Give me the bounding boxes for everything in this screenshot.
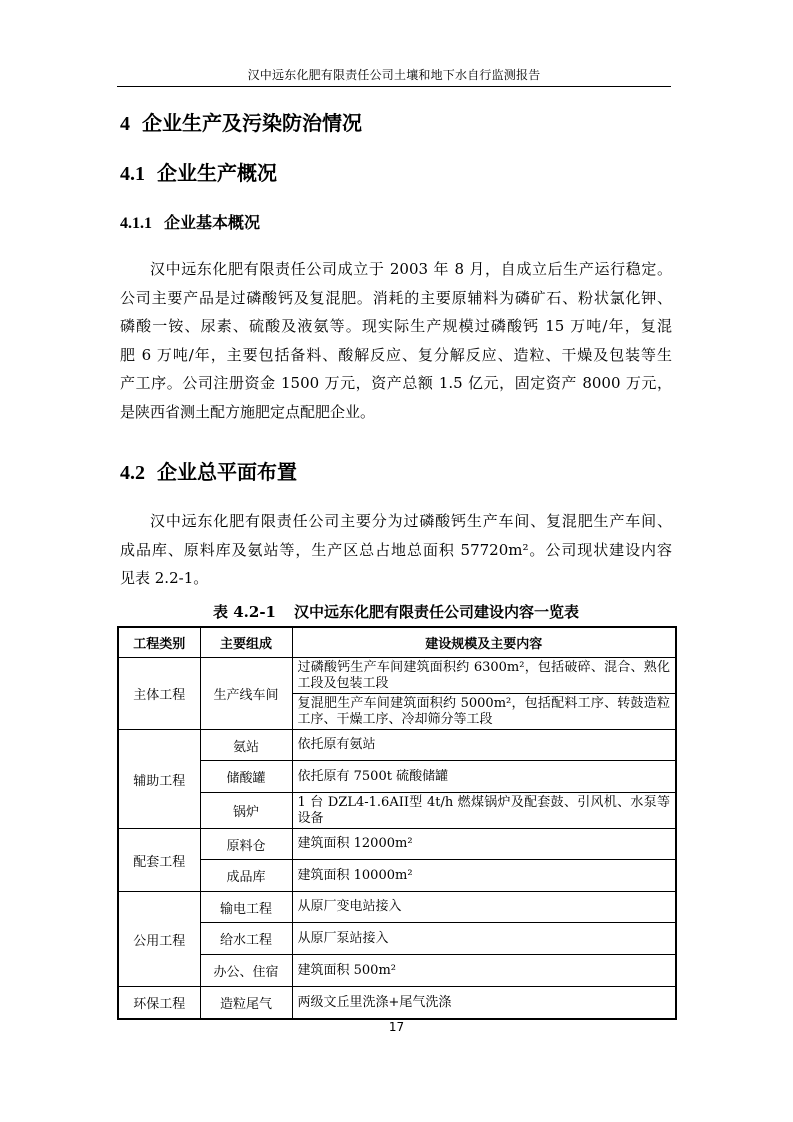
table-row xyxy=(118,987,676,1020)
table-row xyxy=(118,955,676,987)
section-4-number: 4 xyxy=(120,113,130,135)
table-caption-number: 表 4.2-1 xyxy=(213,603,276,621)
content-cell: 从原厂变电站接入 xyxy=(292,892,676,923)
paragraph-line: 见表 2.2-1。 xyxy=(120,569,209,588)
paragraph-line: 产工序。公司注册资金 1500 万元，资产总额 1.5 亿元，固定资产 8000 万元， xyxy=(120,374,672,393)
content-cell: 从原厂泵站接入 xyxy=(292,923,676,955)
section-4-1-1-heading xyxy=(120,210,260,233)
component-cell: 成品库 xyxy=(200,860,292,892)
component-cell: 造粒尾气 xyxy=(200,987,292,1020)
component-cell: 原料仓 xyxy=(200,829,292,860)
content-cell: 依托原有氨站 xyxy=(292,730,676,761)
section-4-1-1-number: 4.1.1 xyxy=(120,215,152,232)
paragraph-line: 肥 6 万吨/年，主要包括备料、酸解反应、复分解反应、造粒、干燥及包装等生 xyxy=(120,345,672,364)
paragraph-line: 公司主要产品是过磷酸钙及复混肥。消耗的主要原辅料为磷矿石、粉状氯化钾、 xyxy=(120,288,672,307)
table-caption xyxy=(117,601,675,622)
paragraph-line: 是陕西省测土配方施肥定点配肥企业。 xyxy=(120,402,376,421)
component-cell: 办公、住宿 xyxy=(200,955,292,987)
section-4-1-1-title: 企业基本概况 xyxy=(164,213,261,232)
content-cell: 1 台 DZL4-1.6AII型 4t/h 燃煤锅炉及配套鼓、引风机、水泵等设备 xyxy=(292,793,676,829)
table-header-row xyxy=(118,627,676,658)
section-4-heading xyxy=(120,107,362,136)
header-content: 建设规模及主要内容 xyxy=(292,627,676,658)
component-cell: 给水工程 xyxy=(200,923,292,955)
component-cell: 生产线车间 xyxy=(200,658,292,730)
page-number: 17 xyxy=(388,1020,405,1034)
category-cell: 辅助工程 xyxy=(118,730,200,829)
table-row xyxy=(118,923,676,955)
table-row xyxy=(118,793,676,829)
component-cell: 氨站 xyxy=(200,730,292,761)
header-category: 工程类别 xyxy=(118,627,200,658)
table-row xyxy=(118,860,676,892)
content-cell: 建筑面积 12000m² xyxy=(292,829,676,860)
table-row xyxy=(118,658,676,694)
section-4-2-heading xyxy=(120,456,297,485)
paragraph-layout xyxy=(120,507,672,593)
component-cell: 储酸罐 xyxy=(200,761,292,793)
content-cell: 过磷酸钙生产车间建筑面积约 6300m²，包括破碎、混合、熟化工段及包装工段 xyxy=(292,658,676,694)
header-rule xyxy=(117,86,671,87)
header-component: 主要组成 xyxy=(200,627,292,658)
table-row xyxy=(118,761,676,793)
paragraph-line: 成品库、原料库及氨站等，生产区总占地总面积 57720m²。公司现状建设内容 xyxy=(120,540,672,559)
page-header: 汉中远东化肥有限责任公司土壤和地下水自行监测报告 xyxy=(247,68,541,82)
table-row xyxy=(118,892,676,923)
category-cell: 公用工程 xyxy=(118,892,200,987)
component-cell: 锅炉 xyxy=(200,793,292,829)
category-cell: 配套工程 xyxy=(118,829,200,892)
section-4-2-title: 企业总平面布置 xyxy=(157,460,297,484)
section-4-1-heading xyxy=(120,157,277,186)
section-4-1-title: 企业生产概况 xyxy=(157,161,277,185)
table-row xyxy=(118,829,676,860)
section-4-2-number: 4.2 xyxy=(120,462,145,484)
table-caption-title: 汉中远东化肥有限责任公司建设内容一览表 xyxy=(293,603,579,621)
paragraph-line: 汉中远东化肥有限责任公司主要分为过磷酸钙生产车间、复混肥生产车间、 xyxy=(150,512,672,530)
construction-content-table xyxy=(117,626,677,1020)
section-4-1-number: 4.1 xyxy=(120,163,145,185)
content-cell: 两级文丘里洗涤+尾气洗涤 xyxy=(292,987,676,1020)
category-cell: 主体工程 xyxy=(118,658,200,730)
table-row xyxy=(118,730,676,761)
paragraph-basic-overview xyxy=(120,255,672,427)
component-cell: 输电工程 xyxy=(200,892,292,923)
paragraph-line: 磷酸一铵、尿素、硫酸及液氨等。现实际生产规模过磷酸钙 15 万吨/年，复混 xyxy=(120,317,672,336)
content-cell: 依托原有 7500t 硫酸储罐 xyxy=(292,761,676,793)
content-cell: 建筑面积 10000m² xyxy=(292,860,676,892)
paragraph-line: 汉中远东化肥有限责任公司成立于 2003 年 8 月，自成立后生产运行稳定。 xyxy=(150,260,672,278)
section-4-title: 企业生产及污染防治情况 xyxy=(142,111,362,135)
content-cell: 建筑面积 500m² xyxy=(292,955,676,987)
content-cell: 复混肥生产车间建筑面积约 5000m²，包括配料工序、转鼓造粒工序、干燥工序、冷却筛分等工段 xyxy=(292,694,676,730)
category-cell: 环保工程 xyxy=(118,987,200,1020)
